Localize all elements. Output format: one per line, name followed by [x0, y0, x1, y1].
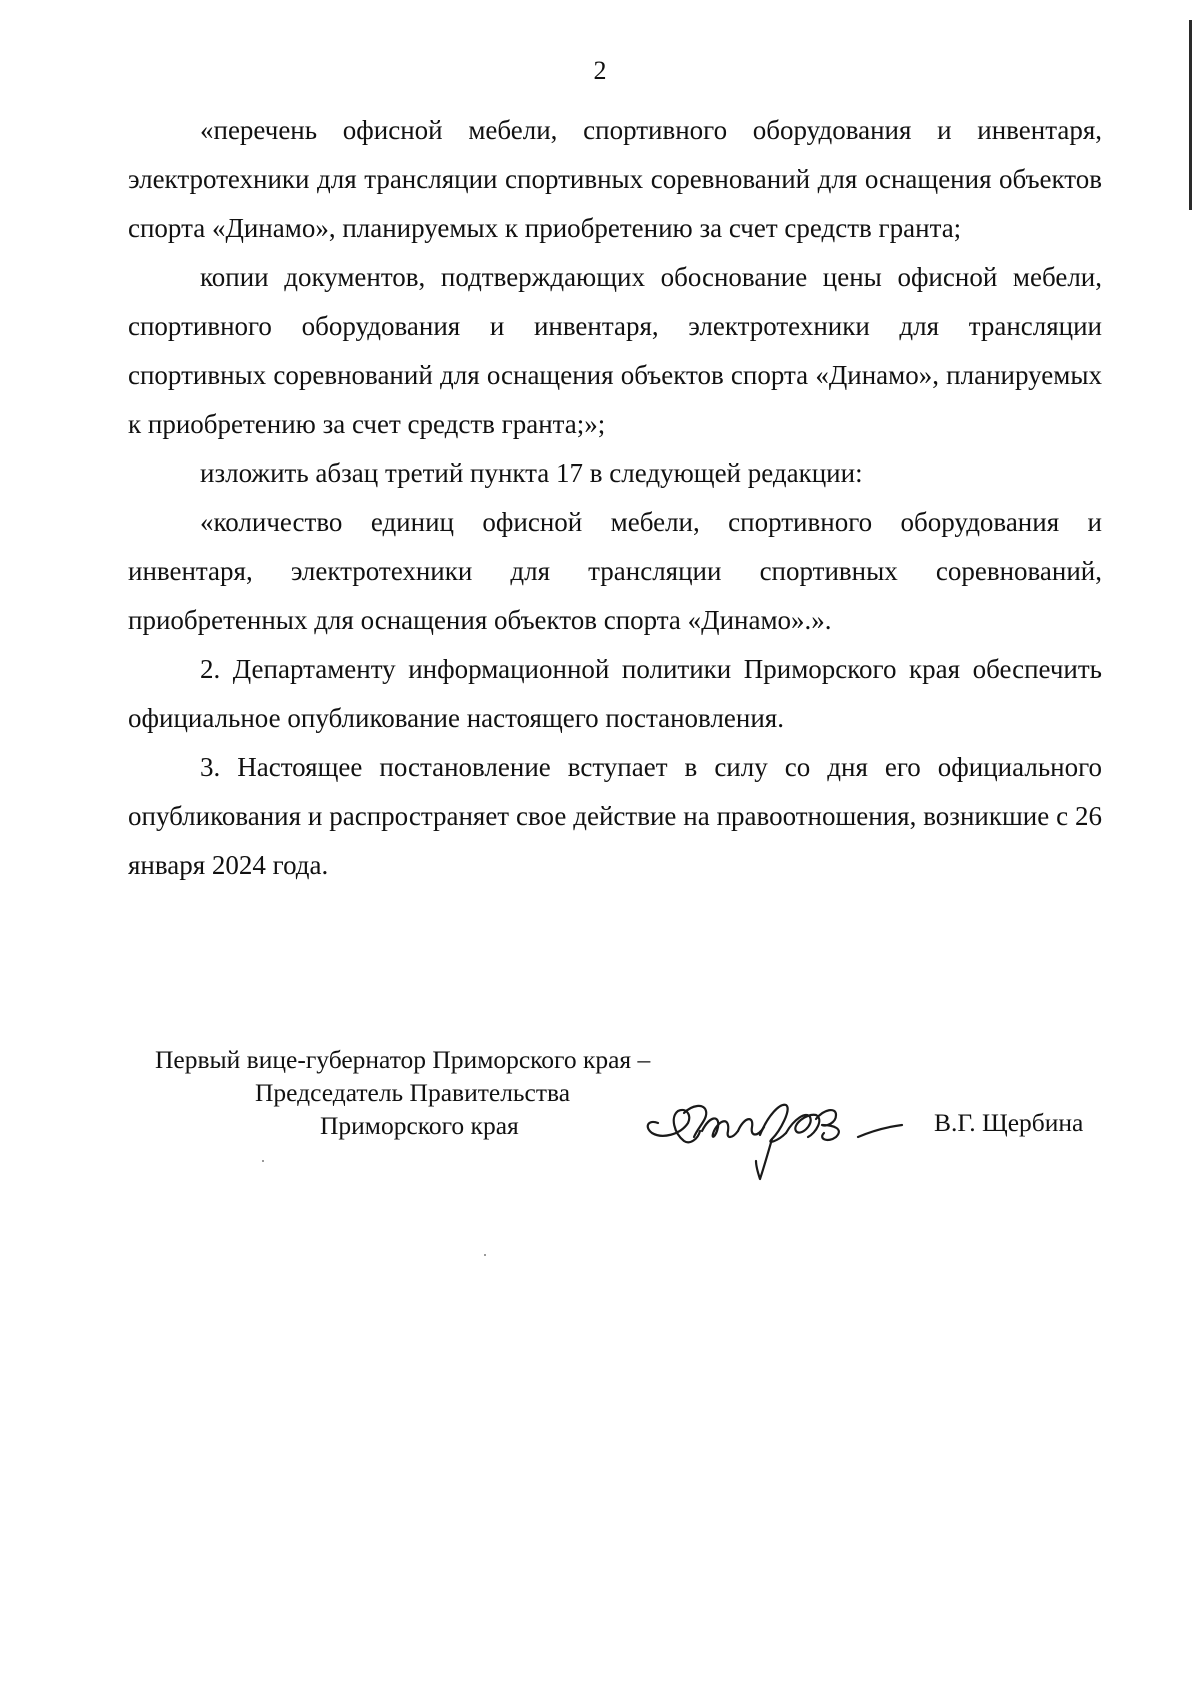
handwritten-signature: [640, 1075, 930, 1195]
page-number: 2: [593, 56, 607, 85]
paragraph-clause-2: 2. Департаменту информационной политики Приморского края обеспечить официальное опубликование настоящего постановления.: [128, 654, 1102, 733]
paragraph-list-item: «перечень офисной мебели, спортивного оборудования и инвентаря, электротехники для трансляции спортивных соревнований для оснащения объектов спорта «Динамо», планируемых к приобретению за счет средств гранта;: [128, 115, 1102, 243]
signatory-position-line: Первый вице-губернатор Приморского края –: [155, 1045, 651, 1074]
signer-name: В.Г. Щербина: [934, 1108, 1084, 1137]
paragraph-amendment-text: «количество единиц офисной мебели, спортивного оборудования и инвентаря, электротехники для трансляции спортивных соревнований, приобретенных для оснащения объектов спорта «Динамо».».: [128, 507, 1102, 635]
document-body: [128, 106, 1102, 890]
scan-edge-mark: [1189, 20, 1192, 210]
signatory-position-line: Председатель Правительства: [255, 1078, 571, 1107]
signatory-position-line: Приморского края: [320, 1111, 519, 1140]
scan-speck: [484, 1254, 486, 1256]
scan-speck: [262, 1160, 264, 1162]
paragraph-list-item: копии документов, подтверждающих обоснование цены офисной мебели, спортивного оборудования и инвентаря, электротехники для трансляции спортивных соревнований для оснащения объектов спорта «Динамо», планируемых к приобретению за счет средств гранта;»;: [128, 262, 1102, 439]
paragraph-amendment-instruction: изложить абзац третий пункта 17 в следующей редакции:: [200, 458, 863, 488]
paragraph-clause-3: 3. Настоящее постановление вступает в силу со дня его официального опубликования и распространяет свое действие на правоотношения, возникшие с 26 января 2024 года.: [128, 752, 1102, 880]
